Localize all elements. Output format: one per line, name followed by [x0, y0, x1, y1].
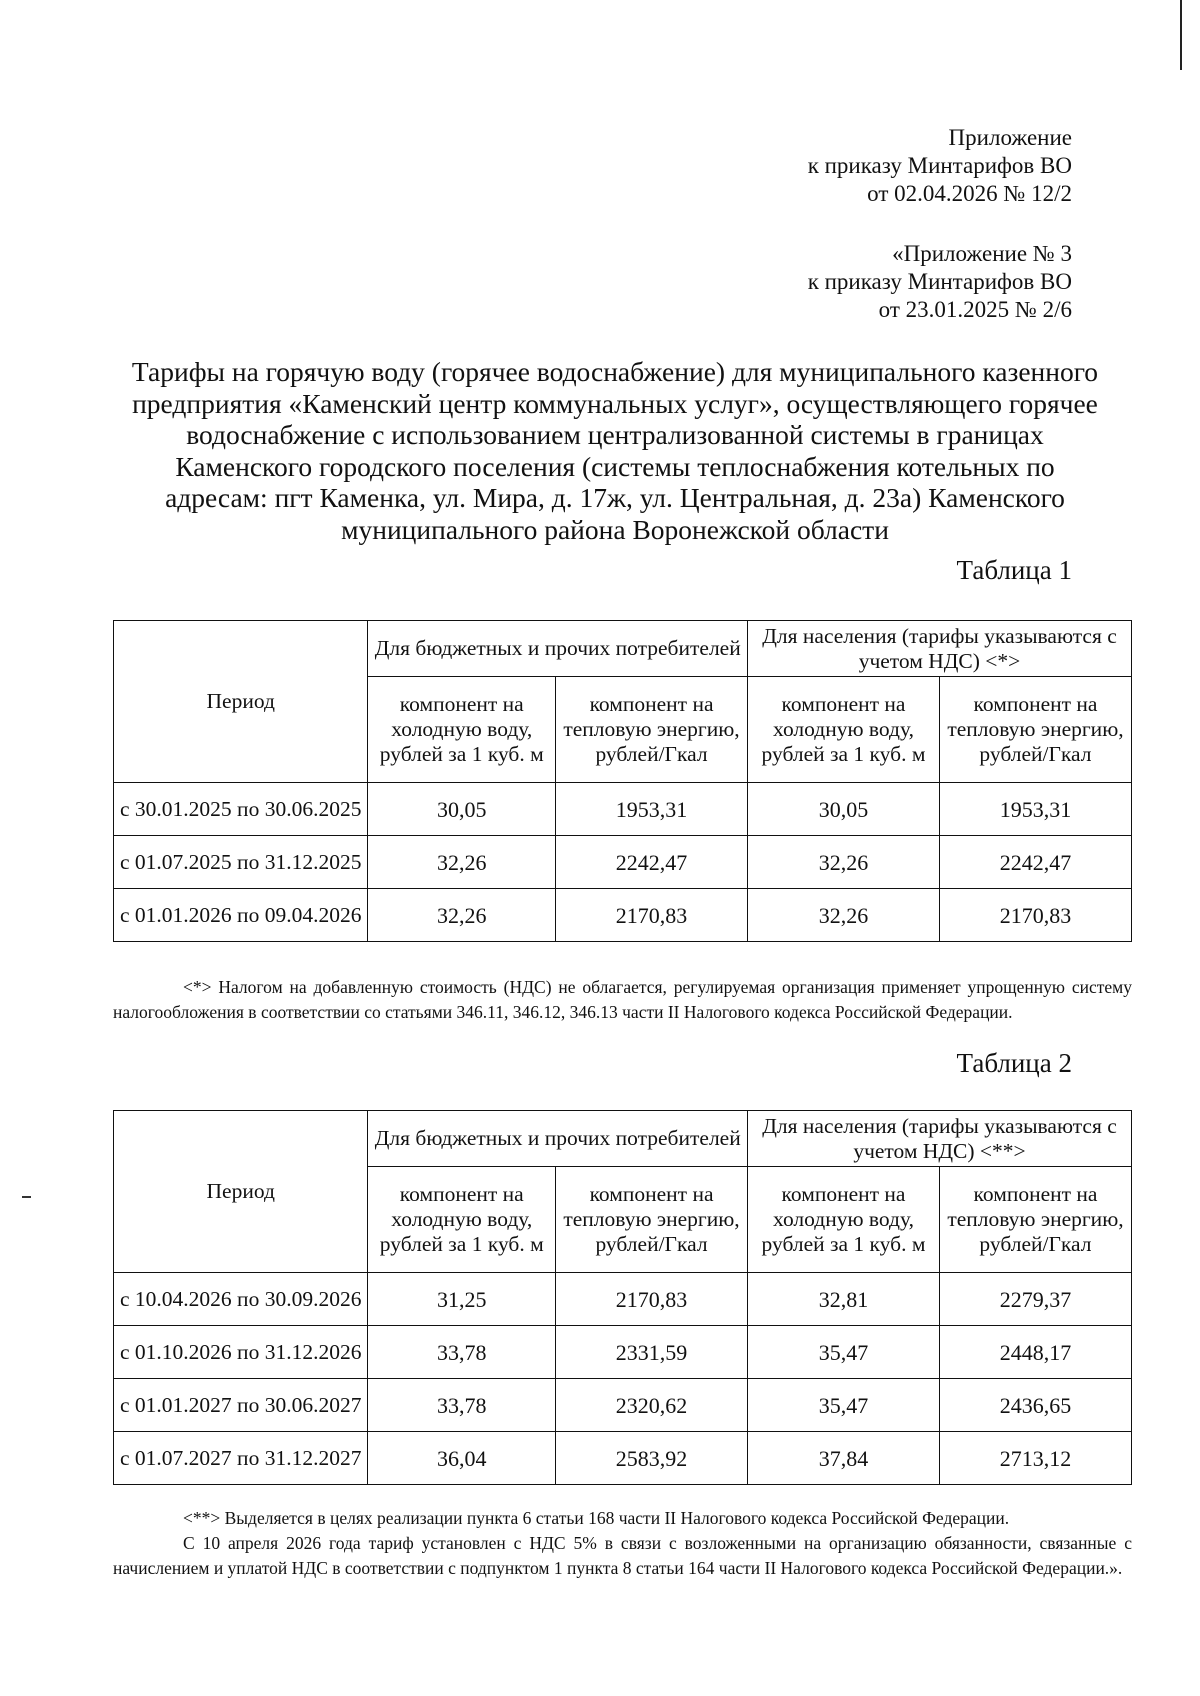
population-cold-value: 32,26 — [748, 889, 940, 942]
header-budget-group: Для бюджетных и прочих потребителей — [368, 621, 748, 677]
table1-label: Таблица 1 — [956, 555, 1072, 585]
budget-heat-value: 1953,31 — [556, 783, 748, 836]
population-cold-value: 35,47 — [748, 1326, 940, 1379]
population-heat-value: 2279,37 — [939, 1273, 1131, 1326]
title-line: предприятия «Каменский центр коммунальных услуг», осуществляющего горячее — [132, 387, 1098, 419]
budget-cold-value: 33,78 — [368, 1379, 556, 1432]
header-cold-water: компонент на холодную воду, рублей за 1 куб. м — [748, 1167, 940, 1273]
tariff-table-1 — [113, 620, 1132, 942]
title-line: муниципального района Воронежской области — [341, 513, 889, 545]
table-row — [114, 889, 1132, 942]
appendix-line: к приказу Минтарифов ВО — [807, 153, 1072, 178]
budget-heat-value: 2170,83 — [556, 889, 748, 942]
table-row — [114, 783, 1132, 836]
budget-cold-value: 32,26 — [368, 836, 556, 889]
scan-margin-mark — [22, 1196, 31, 1198]
period-cell: с 10.04.2026 по 30.09.2026 — [114, 1273, 368, 1326]
budget-heat-value: 2170,83 — [556, 1273, 748, 1326]
population-cold-value: 32,26 — [748, 836, 940, 889]
tariff-table-2 — [113, 1110, 1132, 1485]
title-line: водоснабжение с использованием централизованной системы в границах — [186, 419, 1044, 450]
table-row — [114, 1273, 1132, 1326]
budget-cold-value: 31,25 — [368, 1273, 556, 1326]
appendix-line: от 23.01.2025 № 2/6 — [878, 297, 1072, 322]
population-cold-value: 32,81 — [748, 1273, 940, 1326]
footnote-text: <*> Налогом на добавленную стоимость (НДС) не облагается, регулируемая организация применяет упрощенную систему налогообложения в соответствии со статьями 346.11, 346.12, 346.13 части II Налогового кодекса Российской Федерации. — [113, 977, 1132, 1022]
budget-heat-value: 2242,47 — [556, 836, 748, 889]
header-cold-water: компонент на холодную воду, рублей за 1 куб. м — [748, 677, 940, 783]
budget-heat-value: 2331,59 — [556, 1326, 748, 1379]
budget-heat-value: 2583,92 — [556, 1432, 748, 1485]
footnote-text: <**> Выделяется в целях реализации пункта 6 статьи 168 части II Налогового кодекса Российской Федерации. — [183, 1508, 1010, 1528]
title-line: Каменского городского поселения (системы теплоснабжения котельных по — [175, 450, 1055, 482]
population-heat-value: 2713,12 — [939, 1432, 1131, 1485]
period-cell: с 01.07.2025 по 31.12.2025 — [114, 836, 368, 889]
header-budget-group: Для бюджетных и прочих потребителей — [368, 1111, 748, 1167]
appendix-current-order — [808, 124, 1072, 208]
header-period: Период — [114, 621, 368, 783]
population-heat-value: 2242,47 — [939, 836, 1131, 889]
header-heat-energy: компонент на тепловую энергию, рублей/Гкал — [556, 1167, 748, 1273]
header-heat-energy: компонент на тепловую энергию, рублей/Гкал — [556, 677, 748, 783]
footnote-text: С 10 апреля 2026 года тариф установлен с НДС 5% в связи с возложенными на организацию обязанности, связанные с начислением и уплатой НДС в соответствии с подпунктом 1 пункта 8 статьи 164 части II Налогового кодекса Российской Федерации.». — [113, 1533, 1132, 1578]
header-cold-water: компонент на холодную воду, рублей за 1 куб. м — [368, 677, 556, 783]
header-heat-energy: компонент на тепловую энергию, рублей/Гкал — [939, 1167, 1131, 1273]
scan-edge-line — [1180, 0, 1182, 70]
table-row — [114, 1432, 1132, 1485]
header-cold-water: компонент на холодную воду, рублей за 1 куб. м — [368, 1167, 556, 1273]
population-heat-value: 1953,31 — [939, 783, 1131, 836]
appendix-line: «Приложение № 3 — [892, 241, 1072, 266]
header-period: Период — [114, 1111, 368, 1273]
footnote-2 — [113, 1506, 1132, 1581]
budget-cold-value: 30,05 — [368, 783, 556, 836]
appendix-line: Приложение — [948, 125, 1072, 150]
header-row — [114, 1111, 1132, 1167]
period-cell: с 01.10.2026 по 31.12.2026 — [114, 1326, 368, 1379]
appendix-original-order — [808, 240, 1072, 324]
document-title — [110, 356, 1120, 545]
appendix-line: к приказу Минтарифов ВО — [807, 269, 1072, 294]
footnote-1 — [113, 975, 1132, 1025]
budget-cold-value: 33,78 — [368, 1326, 556, 1379]
period-cell: с 01.01.2026 по 09.04.2026 — [114, 889, 368, 942]
appendix-line: от 02.04.2026 № 12/2 — [867, 181, 1072, 206]
header-heat-energy: компонент на тепловую энергию, рублей/Гкал — [939, 677, 1131, 783]
header-row — [114, 621, 1132, 677]
table2-label: Таблица 2 — [956, 1048, 1072, 1078]
population-heat-value: 2436,65 — [939, 1379, 1131, 1432]
population-cold-value: 35,47 — [748, 1379, 940, 1432]
budget-cold-value: 36,04 — [368, 1432, 556, 1485]
population-cold-value: 37,84 — [748, 1432, 940, 1485]
title-line: адресам: пгт Каменка, ул. Мира, д. 17ж, ул. Центральная, д. 23а) Каменского — [165, 482, 1065, 513]
table-row — [114, 1379, 1132, 1432]
header-population-group: Для населения (тарифы указываются с учетом НДС) <**> — [748, 1111, 1132, 1167]
title-line: Тарифы на горячую воду (горячее водоснабжение) для муниципального казенного — [131, 356, 1099, 387]
period-cell: с 30.01.2025 по 30.06.2025 — [114, 783, 368, 836]
population-heat-value: 2448,17 — [939, 1326, 1131, 1379]
header-population-group: Для населения (тарифы указываются с учетом НДС) <*> — [748, 621, 1132, 677]
table-row — [114, 1326, 1132, 1379]
population-cold-value: 30,05 — [748, 783, 940, 836]
period-cell: с 01.07.2027 по 31.12.2027 — [114, 1432, 368, 1485]
period-cell: с 01.01.2027 по 30.06.2027 — [114, 1379, 368, 1432]
population-heat-value: 2170,83 — [939, 889, 1131, 942]
table-row — [114, 836, 1132, 889]
budget-cold-value: 32,26 — [368, 889, 556, 942]
budget-heat-value: 2320,62 — [556, 1379, 748, 1432]
